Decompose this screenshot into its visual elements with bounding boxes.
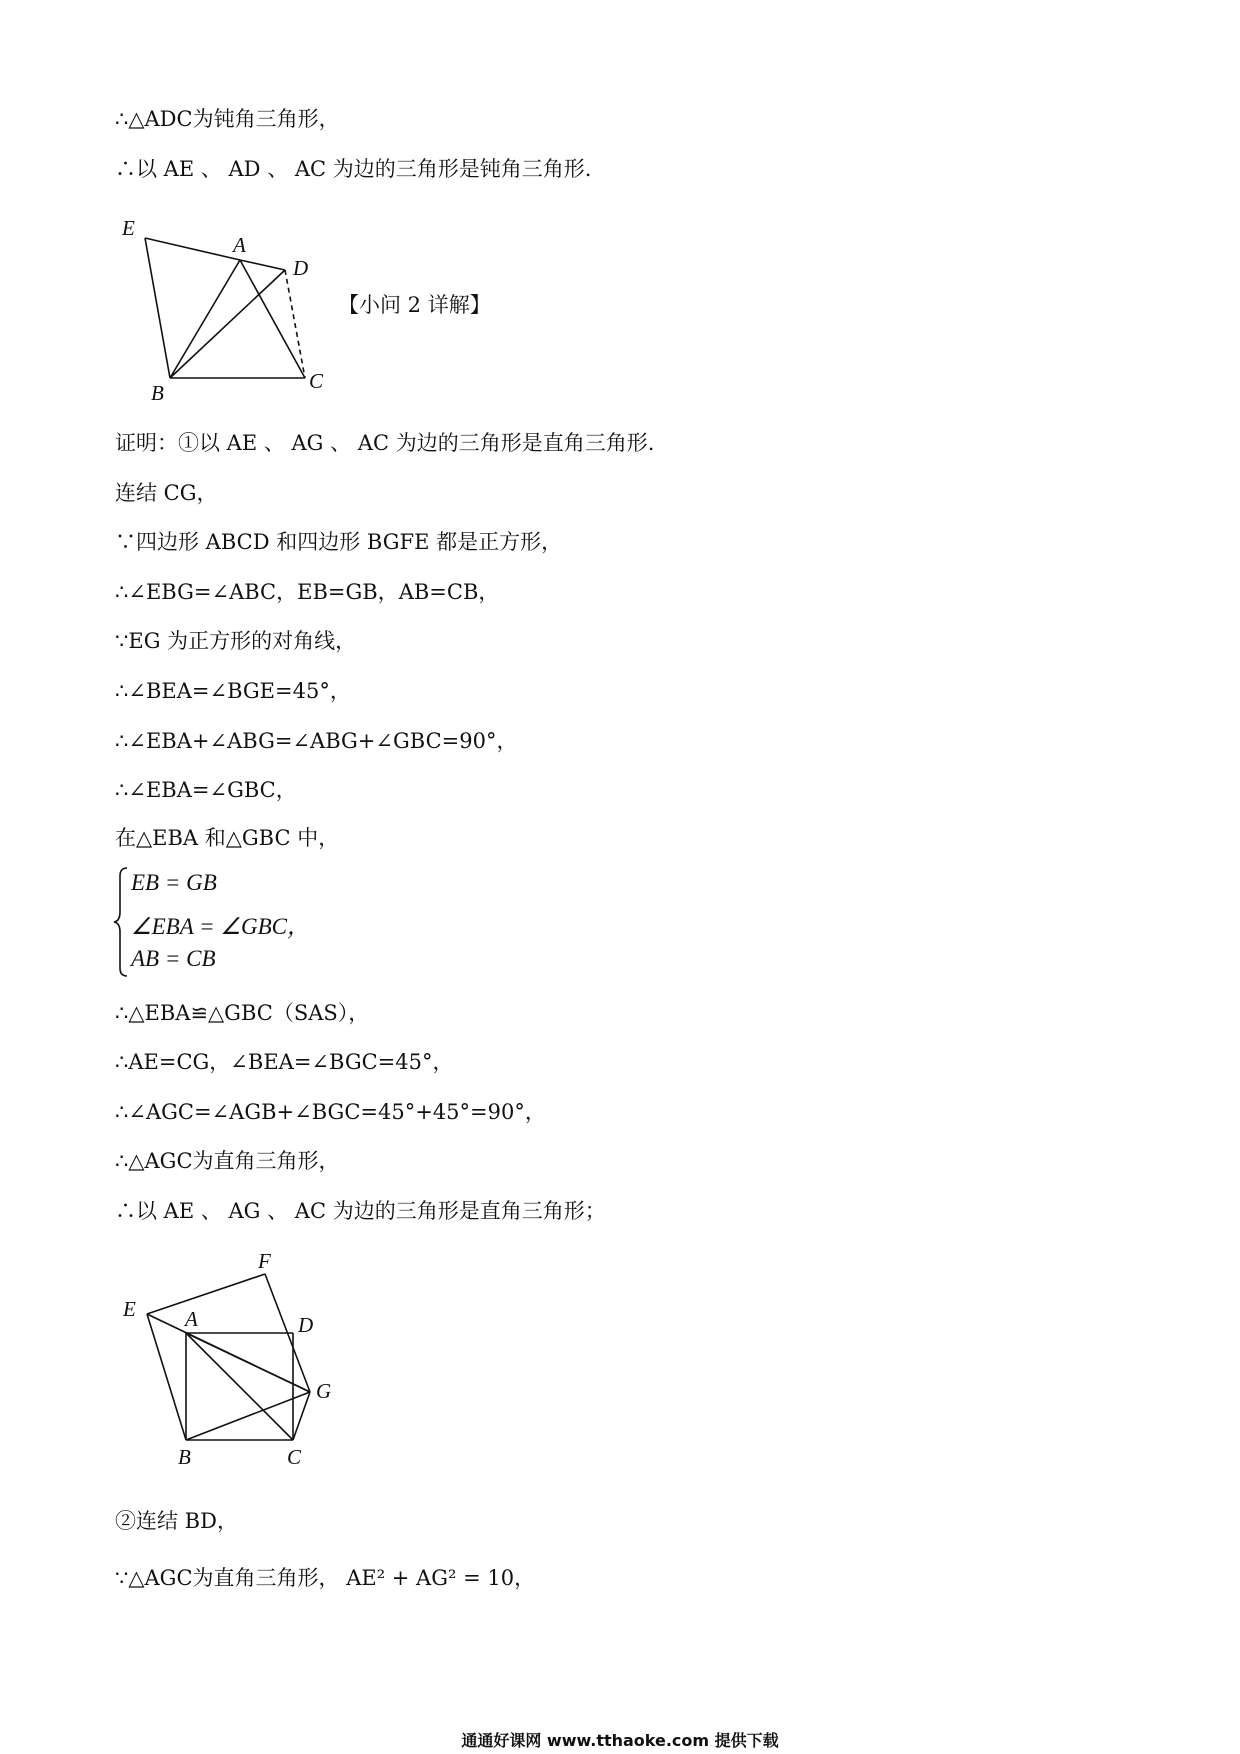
text-line-3: 证明：①以 AE 、 AG 、 AC 为边的三角形是直角三角形. bbox=[115, 431, 655, 455]
text-line-6: ∴∠EBG=∠ABC，EB=GB，AB=CB， bbox=[115, 580, 500, 604]
page-footer: 通通好课网 www.tthaoke.com 提供下载 bbox=[461, 1731, 779, 1750]
figure-1-quadrilateral bbox=[115, 210, 345, 405]
text-line-5: ∵四边形 ABCD 和四边形 BGFE 都是正方形， bbox=[115, 530, 563, 554]
text-line-15: ∴△AGC为直角三角形， bbox=[115, 1149, 340, 1173]
fig2-label-C: C bbox=[287, 1445, 302, 1469]
fig1-segment-BD bbox=[170, 270, 285, 378]
fig1-label-E: E bbox=[122, 216, 135, 240]
text-line-18: ∵△AGC为直角三角形， AE² + AG² = 10， bbox=[115, 1566, 536, 1590]
text-line-12: ∴△EBA≌△GBC（SAS）， bbox=[115, 1001, 370, 1025]
system-row-1: EB = GB bbox=[131, 870, 217, 895]
fig1-segment-DC bbox=[285, 270, 305, 378]
text-line-9: ∴∠EBA+∠ABG=∠ABG+∠GBC=90°， bbox=[115, 729, 518, 753]
fig2-label-B: B bbox=[178, 1445, 191, 1469]
fig2-label-D: D bbox=[298, 1313, 314, 1337]
text-line-13: ∴AE=CG，∠BEA=∠BGC=45°， bbox=[115, 1050, 454, 1074]
fig1-label-A: A bbox=[233, 233, 246, 257]
text-line-11: 在△EBA 和△GBC 中， bbox=[115, 826, 340, 850]
fig1-segment-EB bbox=[145, 238, 170, 378]
fig1-label-D: D bbox=[293, 256, 309, 280]
fig1-label-C: C bbox=[309, 369, 324, 393]
system-row-2: ∠EBA = ∠GBC， bbox=[131, 914, 310, 939]
text-line-14: ∴∠AGC=∠AGB+∠BGC=45°+45°=90°， bbox=[115, 1100, 546, 1124]
fig2-segment-BE bbox=[147, 1314, 186, 1440]
figure-2-squares bbox=[115, 1250, 345, 1475]
fig2-label-F: F bbox=[258, 1250, 271, 1273]
fig2-segment-GB bbox=[186, 1392, 310, 1440]
fig1-label-B: B bbox=[151, 381, 164, 405]
fig2-label-G: G bbox=[316, 1379, 332, 1403]
congruence-system bbox=[113, 866, 373, 978]
sub-question-heading: 【小问 2 详解】 bbox=[338, 293, 491, 317]
text-line-7: ∵EG 为正方形的对角线， bbox=[115, 629, 357, 653]
fig2-segment-CG bbox=[293, 1392, 310, 1440]
fig1-segment-EA bbox=[145, 238, 240, 260]
fig1-segment-AD bbox=[240, 260, 285, 270]
text-line-8: ∴∠BEA=∠BGE=45°， bbox=[115, 679, 351, 703]
text-line-16: ∴以 AE 、 AG 、 AC 为边的三角形是直角三角形； bbox=[115, 1199, 606, 1223]
system-row-3: AB = CB bbox=[131, 946, 216, 971]
fig1-segment-AB bbox=[170, 260, 240, 378]
text-line-2: ∴以 AE 、 AD 、 AC 为边的三角形是钝角三角形. bbox=[115, 157, 592, 181]
fig2-label-E: E bbox=[123, 1297, 136, 1321]
text-line-1: ∴△ADC为钝角三角形， bbox=[115, 107, 340, 131]
fig2-segment-EF bbox=[147, 1274, 265, 1314]
fig2-label-A: A bbox=[185, 1307, 198, 1331]
text-line-10: ∴∠EBA=∠GBC， bbox=[115, 778, 297, 802]
fig2-segment-AC bbox=[186, 1333, 293, 1440]
text-line-4: 连结 CG， bbox=[115, 481, 218, 505]
text-line-17: ②连结 BD， bbox=[115, 1509, 238, 1533]
left-brace bbox=[113, 866, 129, 978]
